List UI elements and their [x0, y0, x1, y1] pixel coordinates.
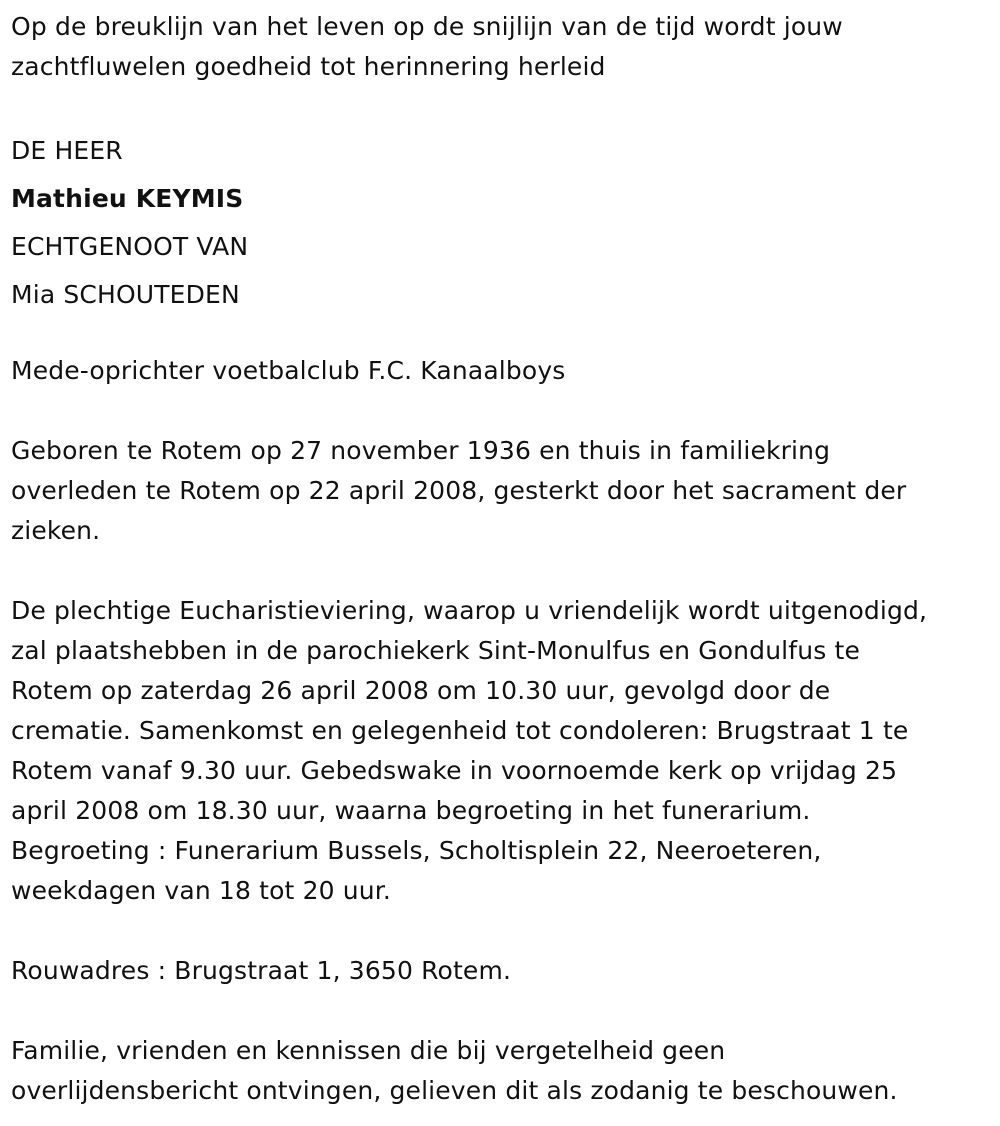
paragraph-line: april 2008 om 18.30 uur, waarna begroeting in het funerarium.	[11, 796, 811, 825]
spacer	[11, 911, 986, 951]
birth-death-paragraph	[11, 431, 986, 551]
relation-label: ECHTGENOOT VAN	[11, 232, 249, 261]
paragraph-line: Begroeting : Funerarium Bussels, Scholtisplein 22, Neeroeteren,	[11, 836, 822, 865]
paragraph-line: overleden te Rotem op 22 april 2008, gesterkt door het sacrament der	[11, 476, 907, 505]
motto	[11, 7, 986, 87]
spacer	[11, 319, 986, 351]
paragraph-line: De plechtige Eucharistieviering, waarop u vriendelijk wordt uitgenodigd,	[11, 596, 928, 625]
spacer	[11, 87, 986, 127]
paragraph-line: overlijdensbericht ontvingen, gelieven dit als zodanig te beschouwen.	[11, 1076, 898, 1105]
paragraph-line: weekdagen van 18 tot 20 uur.	[11, 876, 392, 905]
ceremony-paragraph	[11, 591, 986, 911]
role-description: Mede-oprichter voetbalclub F.C. Kanaalboys	[11, 356, 566, 385]
paragraph-line: zal plaatshebben in de parochiekerk Sint-Monulfus en Gondulfus te	[11, 636, 860, 665]
obituary-notice	[11, 7, 986, 1111]
paragraph-line: Geboren te Rotem op 27 november 1936 en thuis in familiekring	[11, 436, 831, 465]
spouse-name: Mia SCHOUTEDEN	[11, 280, 240, 309]
deceased-name: Mathieu KEYMIS	[11, 184, 244, 213]
motto-line: Op de breuklijn van het leven op de snijlijn van de tijd wordt jouw	[11, 12, 843, 41]
mourning-address: Rouwadres : Brugstraat 1, 3650 Rotem.	[11, 956, 512, 985]
spacer	[11, 551, 986, 591]
paragraph-line: zieken.	[11, 516, 101, 545]
paragraph-line: Rotem op zaterdag 26 april 2008 om 10.30 uur, gevolgd door de	[11, 676, 831, 705]
honorific-title: DE HEER	[11, 136, 123, 165]
closing-paragraph	[11, 1031, 986, 1111]
paragraph-line: Rotem vanaf 9.30 uur. Gebedswake in voornoemde kerk op vrijdag 25	[11, 756, 898, 785]
motto-line: zachtfluwelen goedheid tot herinnering herleid	[11, 52, 606, 81]
paragraph-line: Familie, vrienden en kennissen die bij vergetelheid geen	[11, 1036, 726, 1065]
spacer	[11, 991, 986, 1031]
paragraph-line: crematie. Samenkomst en gelegenheid tot condoleren: Brugstraat 1 te	[11, 716, 909, 745]
spacer	[11, 391, 986, 431]
